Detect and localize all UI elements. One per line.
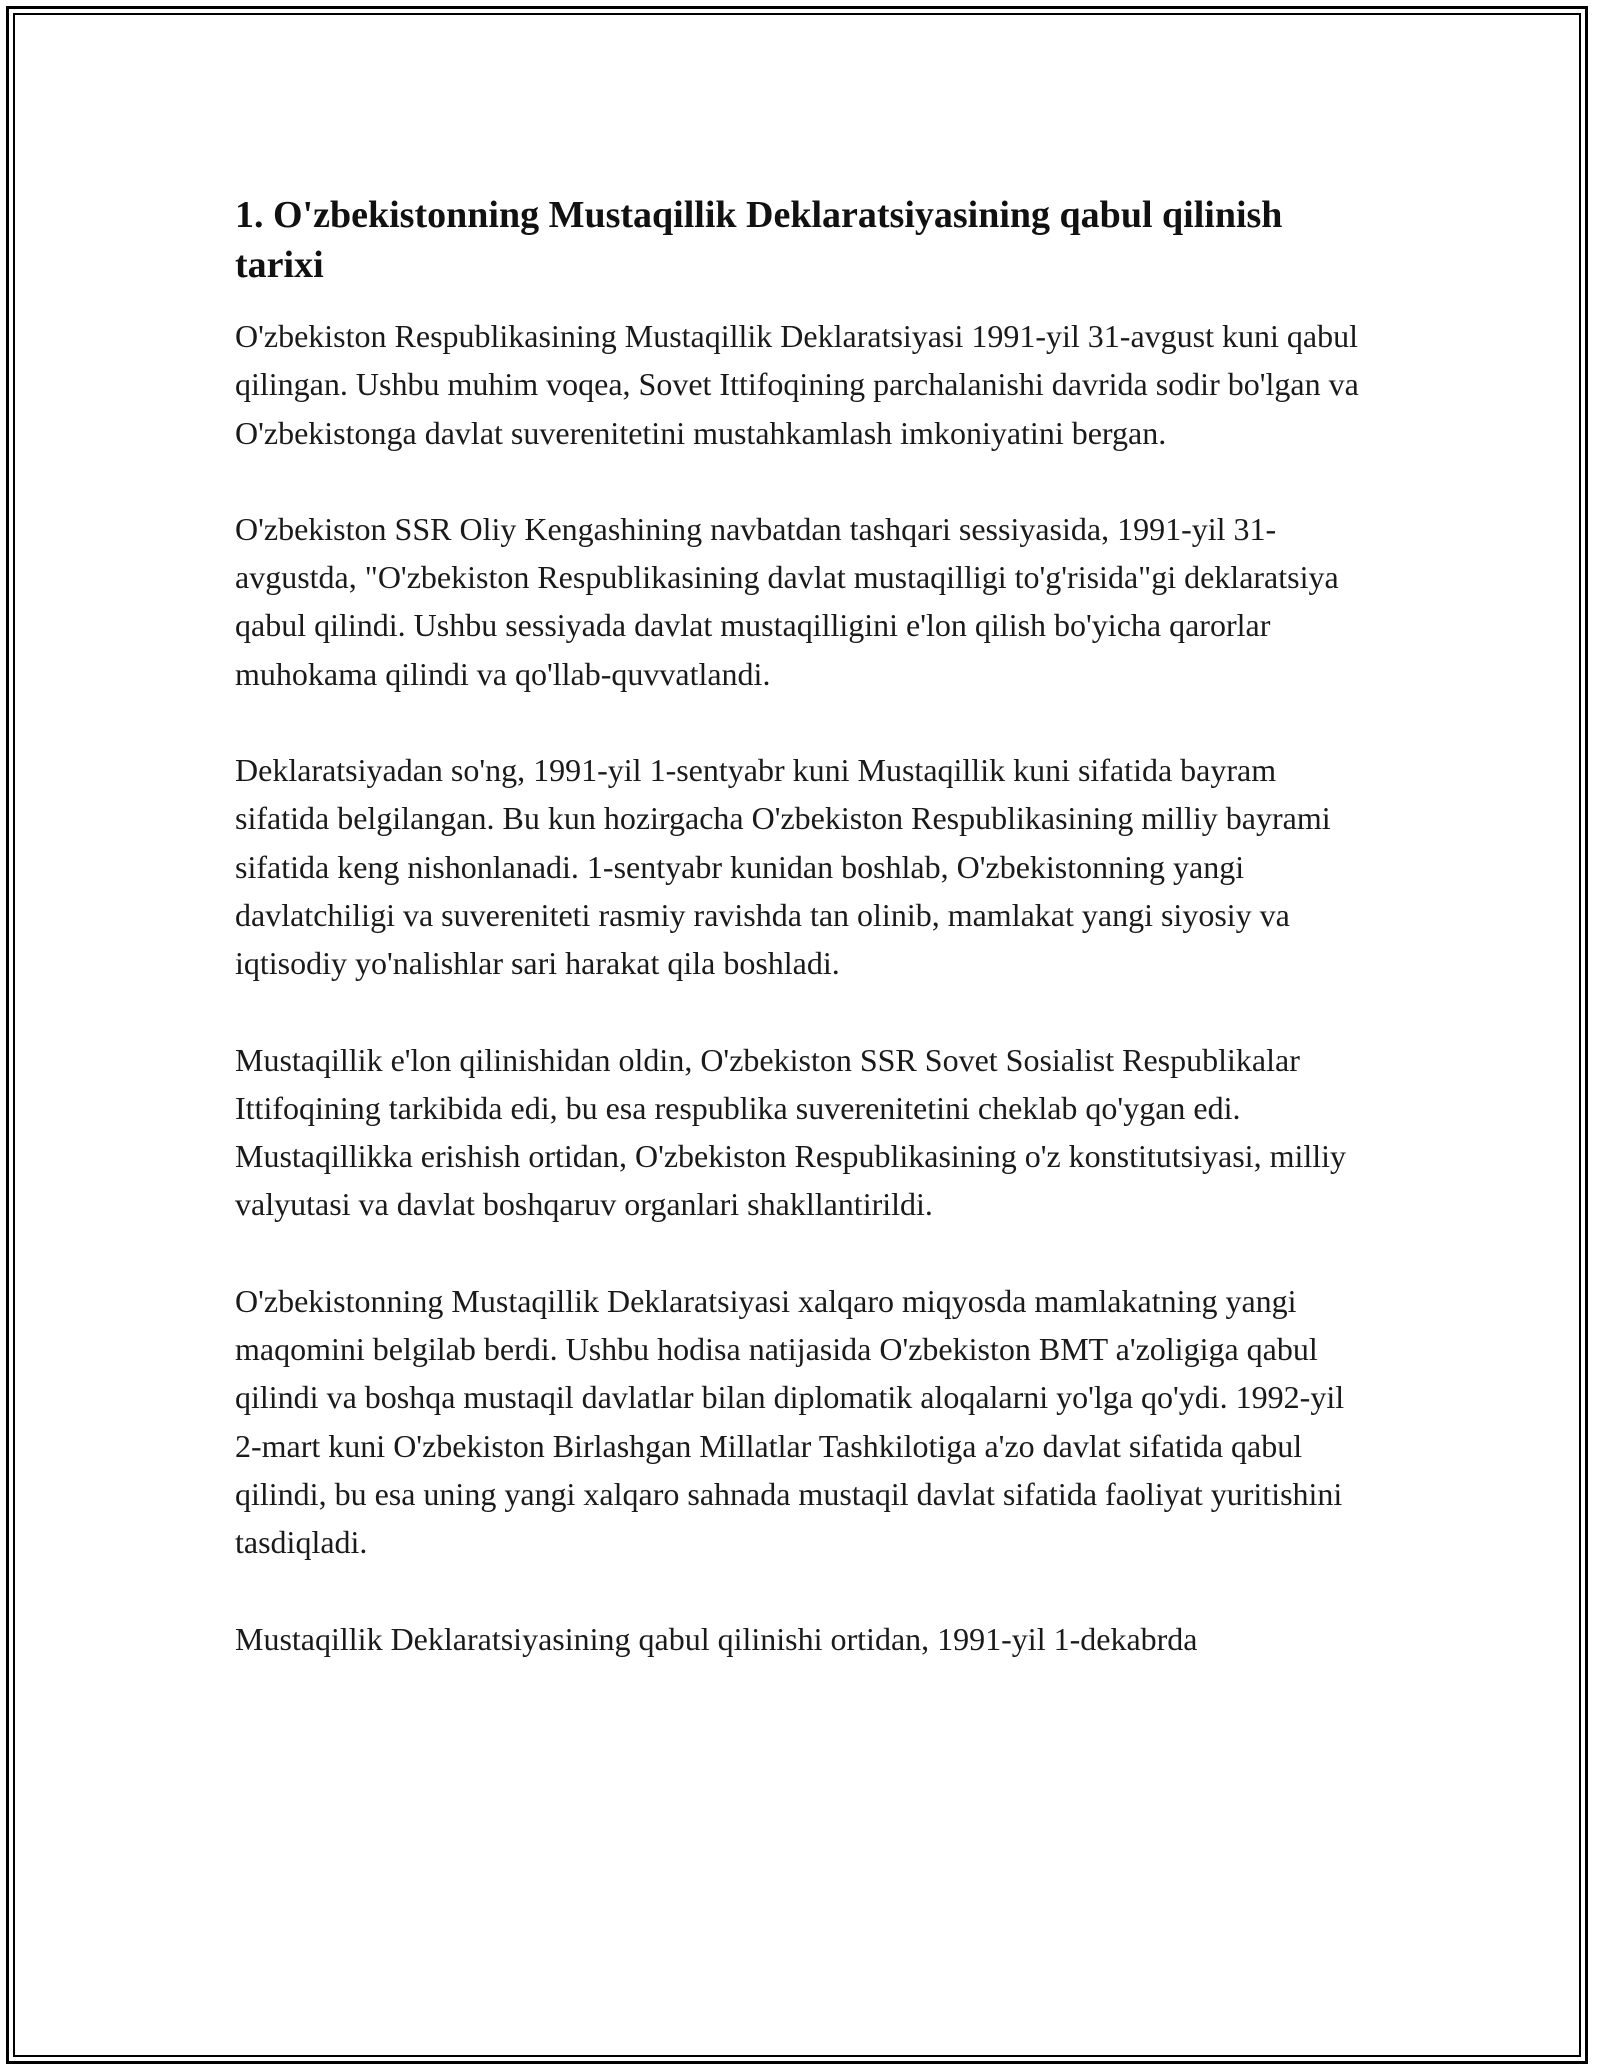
paragraph-3: Deklaratsiyadan so'ng, 1991-yil 1-sentyabr kuni Mustaqillik kuni sifatida bayram sifatida belgilangan. Bu kun hozirgacha O'zbekiston Respublikasining milliy bayrami sifatida keng nishonlanadi. 1-sentyabr kunidan boshlab, O'zbekistonning yangi davlatchiligi va suvereniteti rasmiy ravishda tan olinib, mamlakat yangi siyosiy va iqtisodiy yo'nalishlar sari harakat qila boshladi. [235, 752, 1331, 982]
paragraph-6: Mustaqillik Deklaratsiyasining qabul qilinishi ortidan, 1991-yil 1-dekabrda [235, 1620, 1198, 1657]
paragraph-1: O'zbekiston Respublikasining Mustaqillik Deklaratsiyasi 1991-yil 31-avgust kuni qabul qilingan. Ushbu muhim voqea, Sovet Ittifoqining parchalanishi davrida sodir bo'lgan va O'zbekistonga davlat suverenitetini mustahkamlash imkoniyatini bergan. [235, 318, 1359, 451]
paragraph-2: O'zbekiston SSR Oliy Kengashining navbatdan tashqari sessiyasida, 1991-yil 31-avgustda, "O'zbekiston Respublikasining davlat mustaqilligi to'g'risida"gi deklaratsiya qabul qilindi. Ushbu sessiyada davlat mustaqilligini e'lon qilish bo'yicha qarorlar muhokama qilindi va qo'llab-quvvatlandi. [235, 510, 1339, 692]
paragraph-4: Mustaqillik e'lon qilinishidan oldin, O'zbekiston SSR Sovet Sosialist Respublikalar Ittifoqining tarkibida edi, bu esa respublika suverenitetini cheklab qo'ygan edi. Mustaqillikka erishish ortidan, O'zbekiston Respublikasining o'z konstitutsiyasi, milliy valyutasi va davlat boshqaruv organlari shakllantirildi. [235, 1041, 1347, 1223]
document-title: 1. O'zbekistonning Mustaqillik Deklaratsiyasining qabul qilinish tarixi [235, 194, 1283, 286]
document-body [235, 190, 1365, 1711]
paragraph-5: O'zbekistonning Mustaqillik Deklaratsiyasi xalqaro miqyosda mamlakatning yangi maqomini belgilab berdi. Ushbu hodisa natijasida O'zbekiston BMT a'zoligiga qabul qilindi va boshqa mustaqil davlatlar bilan diplomatik aloqalarni yo'lga qo'ydi. 1992-yil 2-mart kuni O'zbekiston Birlashgan Millatlar Tashkilotiga a'zo davlat sifatida qabul qilindi, bu esa uning yangi xalqaro sahnada mustaqil davlat sifatida faoliyat yuritishini tasdiqladi. [235, 1282, 1345, 1561]
